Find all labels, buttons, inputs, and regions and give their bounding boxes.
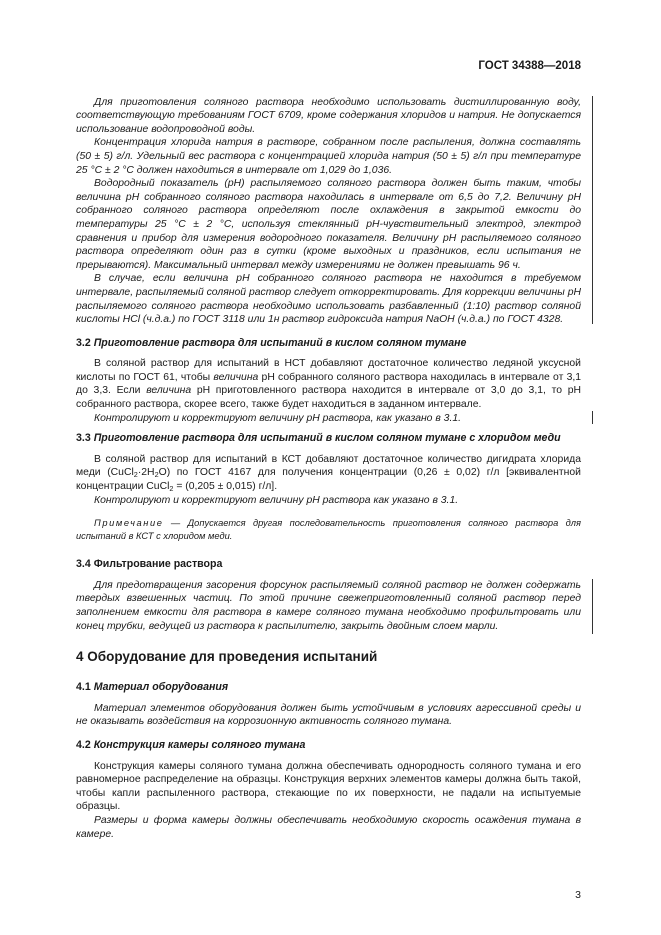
section-3-2-control: Контролируют и корректируют величину pH раствора, как указано в 3.1. xyxy=(76,412,581,426)
intro-paragraph: Водородный показатель (pH) распыляемого соляного раствора должен быть таким, чтобы величина pH собранного соляного раствора находилась в интервале от 6,5 до 7,2. Величину pH собранного соляного раствора определяют после охлаждения в закрытой емкости до температуры 25 °C ± 2 °C, используя стеклянный pH-чувствительный электрод, электрод сравнения и прибор для измерения водородного показателя. Величину pH распыляемого соляного раствора определяют один раз в сутки (кроме выходных и праздников, если испытания не прерываются). Максимальный интервал между измерениями не должен превышать 96 ч. xyxy=(76,178,581,271)
section-4-1-heading: 4.1 Материал оборудования xyxy=(76,681,229,694)
section-3-2-heading: 3.2 Приготовление раствора для испытаний в кислом соляном тумане xyxy=(76,336,467,349)
section-3-4-body xyxy=(76,579,581,633)
intro-block xyxy=(76,96,581,327)
section-4-2-paragraph-2: Размеры и форма камеры должны обеспечивать необходимую скорость осаждения тумана в камере. xyxy=(76,814,581,840)
standard-header: ГОСТ 34388—2018 xyxy=(478,60,581,72)
section-3-3-paragraph: В соляной раствор для испытаний в КСТ добавляют достаточное количество дигидрата хлорида меди $(CuCl_2\cdot 2H_2O)$ по ГОСТ 4167 для получения концентрации (0,26 ± 0,02) г/л [эквивалентной концентрации CuCl$_2$ = (0,205 ± 0,015) г/л]. xyxy=(76,453,581,494)
section-3-2-body xyxy=(76,357,581,425)
intro-paragraph: Концентрация хлорида натрия в растворе, собранном после распыления, должна составлять (50 ± 5) г/л. Удельный вес раствора с концентрацией хлорида натрия (50 ± 5) г/л при температуре 25 °C ± 2 °C должен находиться в интервале от 1,029 до 1,036. xyxy=(76,137,581,176)
section-3-3-heading: 3.3 Приготовление раствора для испытаний в кислом соляном тумане с хлоридом меди xyxy=(76,432,561,445)
intro-paragraph: В случае, если величина pH собранного соляного раствора не находится в требуемом интервале, распыляемый соляной раствор следует откорректировать. Для коррекции величины pH распыляемого соляного раствора необходимо использовать разбавленный (1:10) раствор соляной кислоты HCl (ч.д.а.) по ГОСТ 3118 или 1н раствор гидроксида натрия NaOH (ч.д.а.) по ГОСТ 4328. xyxy=(76,273,581,326)
section-4-1-paragraph: Материал элементов оборудования должен быть устойчивым в условиях агрессивной среды и не оказывать воздействия на коррозионную активность соляного тумана. xyxy=(76,702,581,728)
page-number: 3 xyxy=(575,889,581,901)
section-4-heading: 4 Оборудование для проведения испытаний xyxy=(76,649,378,665)
section-3-3-control: Контролируют и корректируют величину pH раствора как указано в 3.1. xyxy=(94,494,459,506)
section-4-2-heading: 4.2 Конструкция камеры соляного тумана xyxy=(76,738,306,751)
section-4-2-paragraph: Конструкция камеры соляного тумана должна обеспечивать однородность соляного тумана и его равномерное распределение на образцы. Конструкция верхних элементов камеры должна быть такой, чтобы капли распыленного раствора, стекающие по их поверхности, не падали на испытуемые образцы. xyxy=(76,760,581,813)
change-bar xyxy=(592,96,593,324)
intro-paragraph: Для приготовления соляного раствора необходимо использовать дистиллированную воду, соответствующую требованиям ГОСТ 6709, кроме содержания хлоридов и натрия. Не допускается использование водопроводной воды. xyxy=(76,96,581,135)
note: Примечание — Допускается другая последовательность приготовления соляного раствора для испытаний в КСТ с хлоридом меди. xyxy=(76,518,581,541)
section-3-4-heading: 3.4 Фильтрование раствора xyxy=(76,558,223,571)
section-3-4-paragraph: Для предотвращения засорения форсунок распыляемый соляной раствор не должен содержать твердых взвешенных частиц. По этой причине свежеприготовленный соляной раствор перед заполнением емкости для раствора в камере соляного тумана необходимо профильтровать или конец трубки, ведущей из раствора к распылителю, закрыть двойным слоем марли. xyxy=(76,579,581,632)
section-3-2-paragraph: В соляной раствор для испытаний в НСТ добавляют достаточное количество ледяной уксусной кислоты по ГОСТ 61, чтобы величина pH собранного соляного раствора находилась в интервале от 3,1 до 3,3. Если величина pH приготовленного раствора находится в интервале от 3,0 до 3,1, то pH собранного раствора, скорее всего, также будет находиться в заданном интервале. xyxy=(76,358,582,411)
